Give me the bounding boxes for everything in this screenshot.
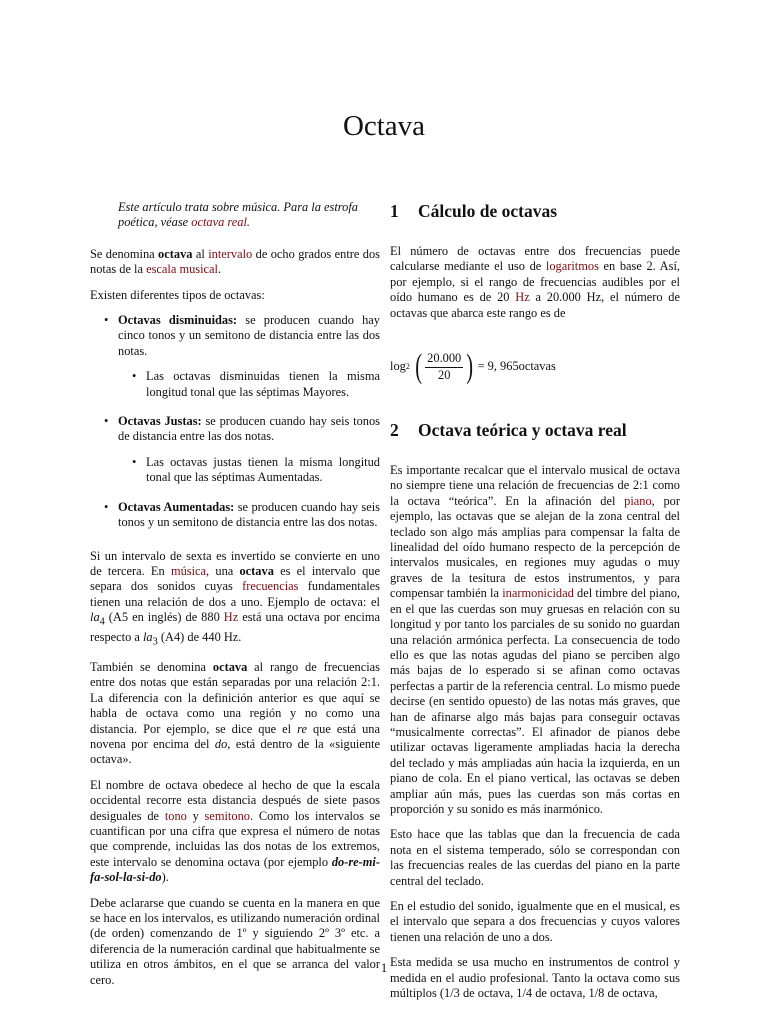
link-hz-2[interactable]: Hz bbox=[515, 290, 530, 305]
paragraph-sound: En el estudio del sonido, igualmente que en el musical, es el intervalo que separa a dos frecuencias y cuyos valores tienen una relación de uno a dos. bbox=[390, 899, 680, 944]
link-octava-real[interactable]: octava real bbox=[191, 215, 247, 230]
types-intro: Existen diferentes tipos de octavas: bbox=[90, 287, 265, 302]
section-heading-2: 2 Octava teórica y octava real bbox=[390, 420, 627, 441]
formula-octaves: log 2 ( $\frac{20.000}{20}$ ) = 9, 965 octavas bbox=[390, 348, 556, 386]
link-semitono[interactable]: semitono bbox=[204, 808, 250, 823]
list-item: • Octavas Aumentadas: se producen cuando hay seis tonos y un semitono de distancia entre las dos notas. bbox=[90, 500, 380, 531]
intro-paragraph: Se denomina octava al intervalo de ocho grados entre dos notas de la escala musical. bbox=[90, 246, 381, 277]
list-item: • Las octavas disminuidas tienen la misma longitud tonal que las séptimas Mayores. bbox=[118, 369, 380, 400]
list-item: • Octavas Justas: se producen cuando hay seis tonos de distancia entre las dos notas. • Las octavas justas tienen la misma longitud tonal que las séptimas Aumentadas. bbox=[90, 414, 380, 486]
paragraph-tables: Esto hace que las tablas que dan la frecuencia de cada nota en el sistema temperado, sólo se correspondan con las frecuencias reales de las cuerdas del piano en la parte central del teclado. bbox=[390, 827, 680, 888]
link-inarmonicidad[interactable]: inarmonicidad bbox=[502, 586, 574, 601]
section-heading-1: 1 Cálculo de octavas bbox=[390, 201, 558, 221]
list-item: • Octavas disminuidas: se producen cuando hay cinco tonos y un semitono de distancia entre las dos notas. • Las octavas disminuidas tienen la misma longitud tonal que las séptimas Mayores. bbox=[90, 313, 380, 400]
paragraph-calc: El número de octavas entre dos frecuencias puede calcularse mediante el uso de logaritmos en base 2. Así, por ejemplo, si el rango de frecuencias audibles por el oído humano es de 20 Hz a 20.000 Hz, el número de octavas que abarca este rango es de bbox=[390, 244, 681, 320]
octave-types-list bbox=[90, 313, 380, 530]
link-intervalo[interactable]: intervalo bbox=[208, 246, 253, 261]
link-tono[interactable]: tono bbox=[164, 808, 187, 823]
paragraph-definition: Si un intervalo de sexta es invertido se convierte en uno de tercera. En música, una octava es el intervalo que separa dos sonidos cuyas frecuencias fundamentales tienen una relación de dos a uno. Ejemplo de octava: el $la_4$ (A5 en inglés) de 880 Hz está una octava por encima respecto a $la_3$ (A4) de 440 Hz. bbox=[90, 548, 381, 648]
link-escala-musical[interactable]: escala musical bbox=[146, 262, 218, 277]
paragraph-name-origin: El nombre de octava obedece al hecho de que la escala occidental recorre esta distancia después de siete pasos desiguales de tono y semitono. Como los intervalos se cuantifican por una cifra que expresa el número de notas que comprende, incluidas las dos notas de los extremos, este intervalo se denomina octava (por ejemplo do-re-mi-fa-sol-la-si-do). bbox=[90, 777, 380, 885]
page-number: 1 bbox=[380, 960, 388, 975]
hatnote: Este artículo trata sobre música. Para la estrofa poética, véase octava real. bbox=[118, 200, 359, 230]
paragraph-measure: Esta medida se usa mucho en instrumentos de control y medida en el audio profesional. Tanto la octava como sus múltiplos (1/3 de octava, 1/4 de octava, 1/8 de octava, bbox=[390, 955, 680, 1001]
link-frecuencias[interactable]: frecuencias bbox=[242, 579, 299, 594]
link-musica[interactable]: música bbox=[170, 563, 207, 578]
link-hz[interactable]: Hz bbox=[223, 610, 239, 625]
paragraph-numbering: Debe aclararse que cuando se cuenta en la manera en que se hace en los intervalos, es utilizando numeración ordinal (de orden) comenzando de 1º y siguiendo 2º 3º etc. a diferencia de la numeración cardinal que habitualmente se utiliza en otros ámbitos, en el que se arranca del valor cero. bbox=[90, 895, 380, 987]
link-piano[interactable]: piano bbox=[624, 493, 652, 508]
link-logaritmos[interactable]: logaritmos bbox=[545, 259, 599, 274]
left-column bbox=[90, 200, 380, 998]
list-item: • Las octavas justas tienen la misma longitud tonal que las séptimas Aumentadas. bbox=[118, 455, 380, 486]
paragraph-theory: Es importante recalcar que el intervalo musical de octava no siempre tiene una relación de frecuencias de 2:1 como la octava “teórica”. En la afinación del piano, por ejemplo, las octavas que se alejan de la zona central del teclado son algo más amplias para compensar la falta de linealidad del oído humano respecto de la percepción de intervalos musicales, en regiones muy agudas o muy graves de la tesitura de estos instrumentos, y para compensar también la inarmonicidad del timbre del piano, en el que las cuerdas son muy gruesas en relación con su longitud y por tanto los parciales de su sonido no guardan una relación armónica perfecta. La consecuencia de todo ello es que las notas agudas del piano se perciben algo más bajas de lo esperado si se afinan como octavas perfectas a partir de la referencia central. Lo mismo puede decirse (en sentido opuesto) de las notas más graves, que han de afinarse algo más bajas para conseguir octavas “musicalmente correctas”. El afinador de pianos debe utilizar octavas ligeramente ampliadas hacia la derecha del teclado y más ampliadas aún hacia la izquierda, en un piano de cola. En el piano vertical, las octavas se deben ampliar aún más, pues las cuerdas son más cortas en proporción y su sonido es más inarmónico. bbox=[390, 463, 680, 816]
page-title: Octava bbox=[342, 110, 426, 142]
right-column bbox=[390, 200, 680, 1011]
paragraph-range: También se denomina octava al rango de frecuencias entre dos notas que están separadas por una relación 2:1. La diferencia con la definición anterior es que aquí se habla de octava como una región y no como una distancia. Por ejemplo, se dice que el re que está una novena por encima del do, está dentro de la «siguiente octava». bbox=[90, 659, 380, 767]
